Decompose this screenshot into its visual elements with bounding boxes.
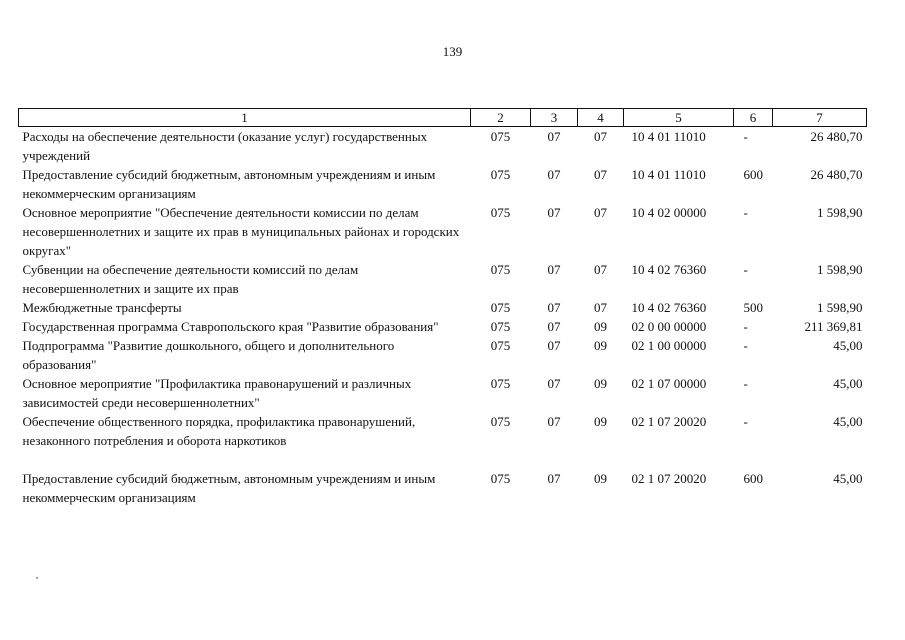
row-csr: 10 4 01 11010 [631,129,706,144]
row-pr: 09 [594,414,607,429]
row-sum: 1 598,90 [817,300,863,315]
row-pr: 07 [594,129,607,144]
row-name: Обеспечение общественного порядка, профилактика правонарушений, незаконного потребления и оборота наркотиков [22,414,416,448]
scan-speck [36,577,38,579]
row-sum: 1 598,90 [817,262,863,277]
row-pr: 09 [594,376,607,391]
row-pr: 07 [594,205,607,220]
row-sum: 45,00 [833,376,863,391]
row-ved: 075 [490,262,511,277]
row-csr: 02 1 07 20020 [631,471,707,486]
column-header-3: 3 [531,109,578,127]
row-name: Предоставление субсидий бюджетным, автономным учреждениям и иным некоммерческим организациям [22,471,436,505]
row-sum: 45,00 [833,414,863,429]
row-vr: - [743,129,748,144]
row-vr: - [743,338,748,353]
row-vr: 600 [743,471,763,486]
row-rz: 07 [547,129,561,144]
row-pr: 09 [594,471,607,486]
column-header-5: 5 [624,109,734,127]
row-sum: 1 598,90 [817,205,863,220]
row-vr: 500 [743,300,763,315]
row-ved: 075 [490,376,511,391]
row-name: Государственная программа Ставропольского края "Развитие образования" [22,319,439,334]
row-vr: - [743,414,748,429]
table-body [19,127,867,508]
row-sum: 45,00 [833,471,863,486]
row-rz: 07 [547,262,561,277]
row-sum: 45,00 [833,338,863,353]
row-name: Предоставление субсидий бюджетным, автономным учреждениям и иным некоммерческим организациям [22,167,436,201]
table-row [19,127,867,166]
row-ved: 075 [490,319,511,334]
row-csr: 02 1 07 20020 [631,414,707,429]
row-name: Межбюджетные трансферты [22,300,182,315]
row-csr: 10 4 02 00000 [631,205,707,220]
row-ved: 075 [490,471,511,486]
row-rz: 07 [547,300,561,315]
row-name: Расходы на обеспечение деятельности (оказание услуг) государственных учреждений [22,129,428,163]
column-header-2: 2 [471,109,531,127]
row-csr: 10 4 02 76360 [631,262,707,277]
row-rz: 07 [547,205,561,220]
table-row [19,298,867,317]
row-ved: 075 [490,300,511,315]
column-header-1: 1 [19,109,471,127]
row-pr: 07 [594,262,607,277]
row-vr: - [743,376,748,391]
row-vr: - [743,319,748,334]
table-row [19,412,867,450]
row-vr: - [743,205,748,220]
row-csr: 10 4 01 11010 [631,167,706,182]
row-name: Основное мероприятие "Обеспечение деятельности комиссии по делам несовершеннолетних и защите их прав в муниципальных районах и городских округах" [22,205,460,258]
row-sum: 26 480,70 [810,129,863,144]
table-row [19,450,867,507]
row-csr: 02 1 07 00000 [631,376,707,391]
row-ved: 075 [490,338,511,353]
budget-table [18,108,867,507]
row-rz: 07 [547,319,561,334]
row-pr: 09 [594,319,607,334]
row-sum: 26 480,70 [810,167,863,182]
row-ved: 075 [490,129,511,144]
table-row [19,336,867,374]
row-ved: 075 [490,414,511,429]
row-rz: 07 [547,471,561,486]
row-csr: 10 4 02 76360 [631,300,707,315]
header-row [19,109,867,127]
row-rz: 07 [547,414,561,429]
table-row [19,317,867,336]
row-sum: 211 369,81 [804,319,863,334]
row-ved: 075 [490,167,511,182]
row-vr: 600 [743,167,763,182]
table-row [19,374,867,412]
row-rz: 07 [547,376,561,391]
row-pr: 07 [594,300,607,315]
row-vr: - [743,262,748,277]
row-ved: 075 [490,205,511,220]
row-name: Субвенции на обеспечение деятельности комиссий по делам несовершеннолетних и защите их прав [22,262,359,296]
column-header-6: 6 [734,109,773,127]
row-name: Основное мероприятие "Профилактика правонарушений и различных зависимостей среди несовершеннолетних" [22,376,412,410]
row-name: Подпрограмма "Развитие дошкольного, общего и дополнительного образования" [22,338,395,372]
row-rz: 07 [547,338,561,353]
table-row [19,260,867,298]
table-header [19,109,867,127]
page-number: 139 [442,44,463,59]
table-row [19,203,867,260]
column-header-7: 7 [773,109,867,127]
row-pr: 09 [594,338,607,353]
row-csr: 02 1 00 00000 [631,338,707,353]
row-rz: 07 [547,167,561,182]
row-csr: 02 0 00 00000 [631,319,707,334]
column-header-4: 4 [578,109,624,127]
table-row [19,165,867,203]
row-pr: 07 [594,167,607,182]
